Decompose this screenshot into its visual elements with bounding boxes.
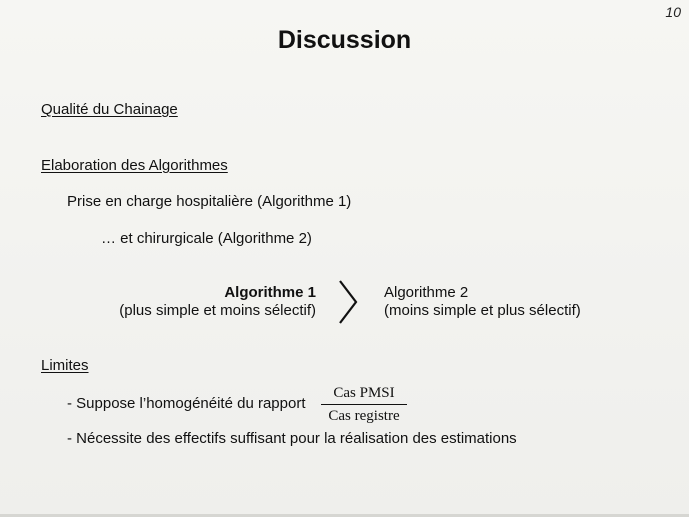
heading-algorithm-design: Elaboration des Algorithmes [41,157,228,174]
limit-homogeneity-item: - Suppose l’homogénéité du rapport [67,395,306,412]
ratio-fraction [321,384,407,425]
algorithm-2-description: (moins simple et plus sélectif) [384,302,581,319]
algorithm-2-item: … et chirurgicale (Algorithme 2) [101,230,312,247]
heading-limits: Limites [41,357,89,374]
limit-sample-size-item: - Nécessite des effectifs suffisant pour la réalisation des estimations [67,430,517,447]
slide-title: Discussion [277,26,412,54]
algorithm-1-name: Algorithme 1 [224,284,316,301]
algorithm-1-item: Prise en charge hospitalière (Algorithme 1) [67,193,352,210]
algorithm-2-block [384,284,674,320]
greater-than-sign [336,278,360,326]
fraction-bar [321,404,407,405]
algorithm-1-description: (plus simple et moins sélectif) [119,302,316,319]
fraction-numerator: Cas PMSI [333,385,395,401]
algorithm-2-name: Algorithme 2 [384,284,469,301]
algorithm-1-block [60,284,316,320]
page-number: 10 [665,4,681,20]
fraction-denominator: Cas registre [328,408,400,424]
heading-chaining-quality: Qualité du Chainage [41,101,178,118]
